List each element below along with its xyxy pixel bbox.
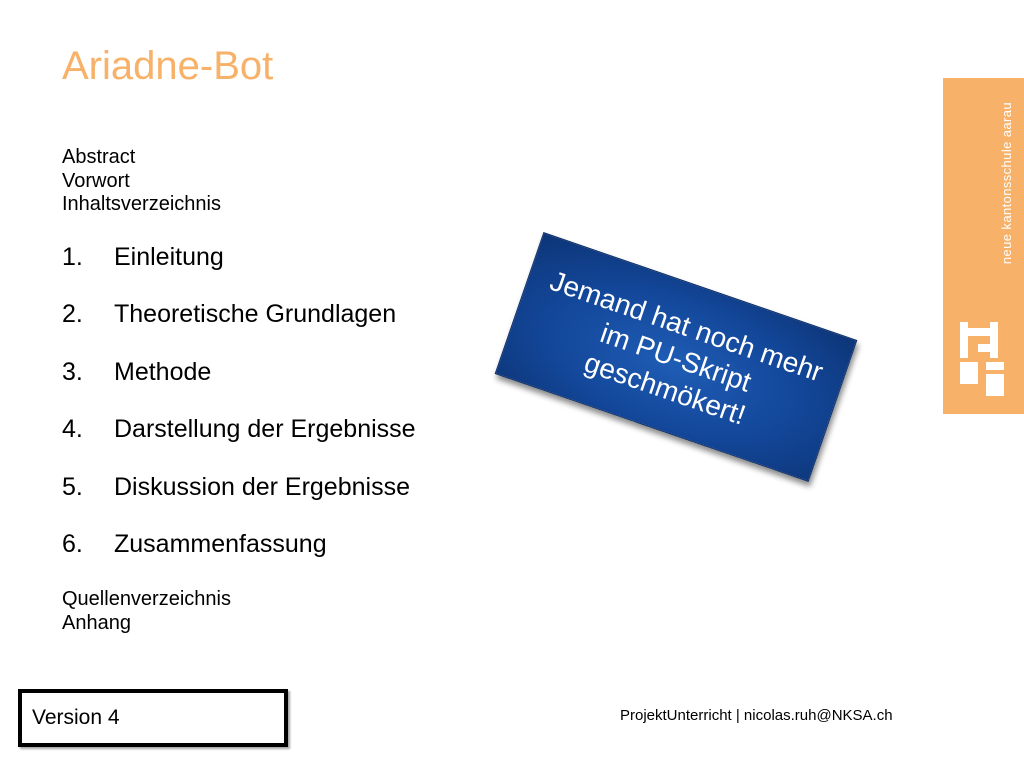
chapter-number: 1. (62, 243, 83, 271)
version-box (18, 689, 288, 747)
chapter-number: 3. (62, 357, 83, 386)
chapter-number: 4. (62, 415, 83, 444)
chapter-label: Diskussion der Ergebnisse (114, 472, 410, 501)
front-matter-item: Vorwort (62, 169, 130, 192)
callout-text: Jemand hat noch mehr im PU-Skript geschmökert! (546, 264, 828, 431)
chapter-number: 6. (62, 529, 83, 558)
back-matter-item: Quellenverzeichnis (62, 588, 231, 610)
chapter-label: Methode (114, 357, 212, 386)
version-label: Version 4 (32, 706, 120, 729)
chapter-label: Zusammenfassung (114, 529, 327, 558)
slide-title: Ariadne-Bot (62, 44, 274, 88)
footer-text: ProjektUnterricht | nicolas.ruh@NKSA.ch (620, 707, 893, 724)
front-matter-list (62, 146, 221, 217)
back-matter-list (62, 587, 231, 635)
front-matter-item: Inhaltsverzeichnis (62, 193, 221, 215)
chapter-label: Theoretische Grundlagen (114, 300, 397, 329)
chapter-label: Einleitung (114, 243, 224, 271)
callout-banner (495, 232, 858, 482)
front-matter-item: Abstract (62, 146, 136, 168)
back-matter-item: Anhang (62, 612, 131, 634)
chapter-number: 5. (62, 472, 83, 501)
chapter-label: Darstellung der Ergebnisse (114, 415, 416, 444)
chapter-number: 2. (62, 300, 83, 329)
nksa-logo-icon (960, 318, 1006, 398)
school-logo-text: neue kantonsschule aarau (999, 102, 1014, 265)
